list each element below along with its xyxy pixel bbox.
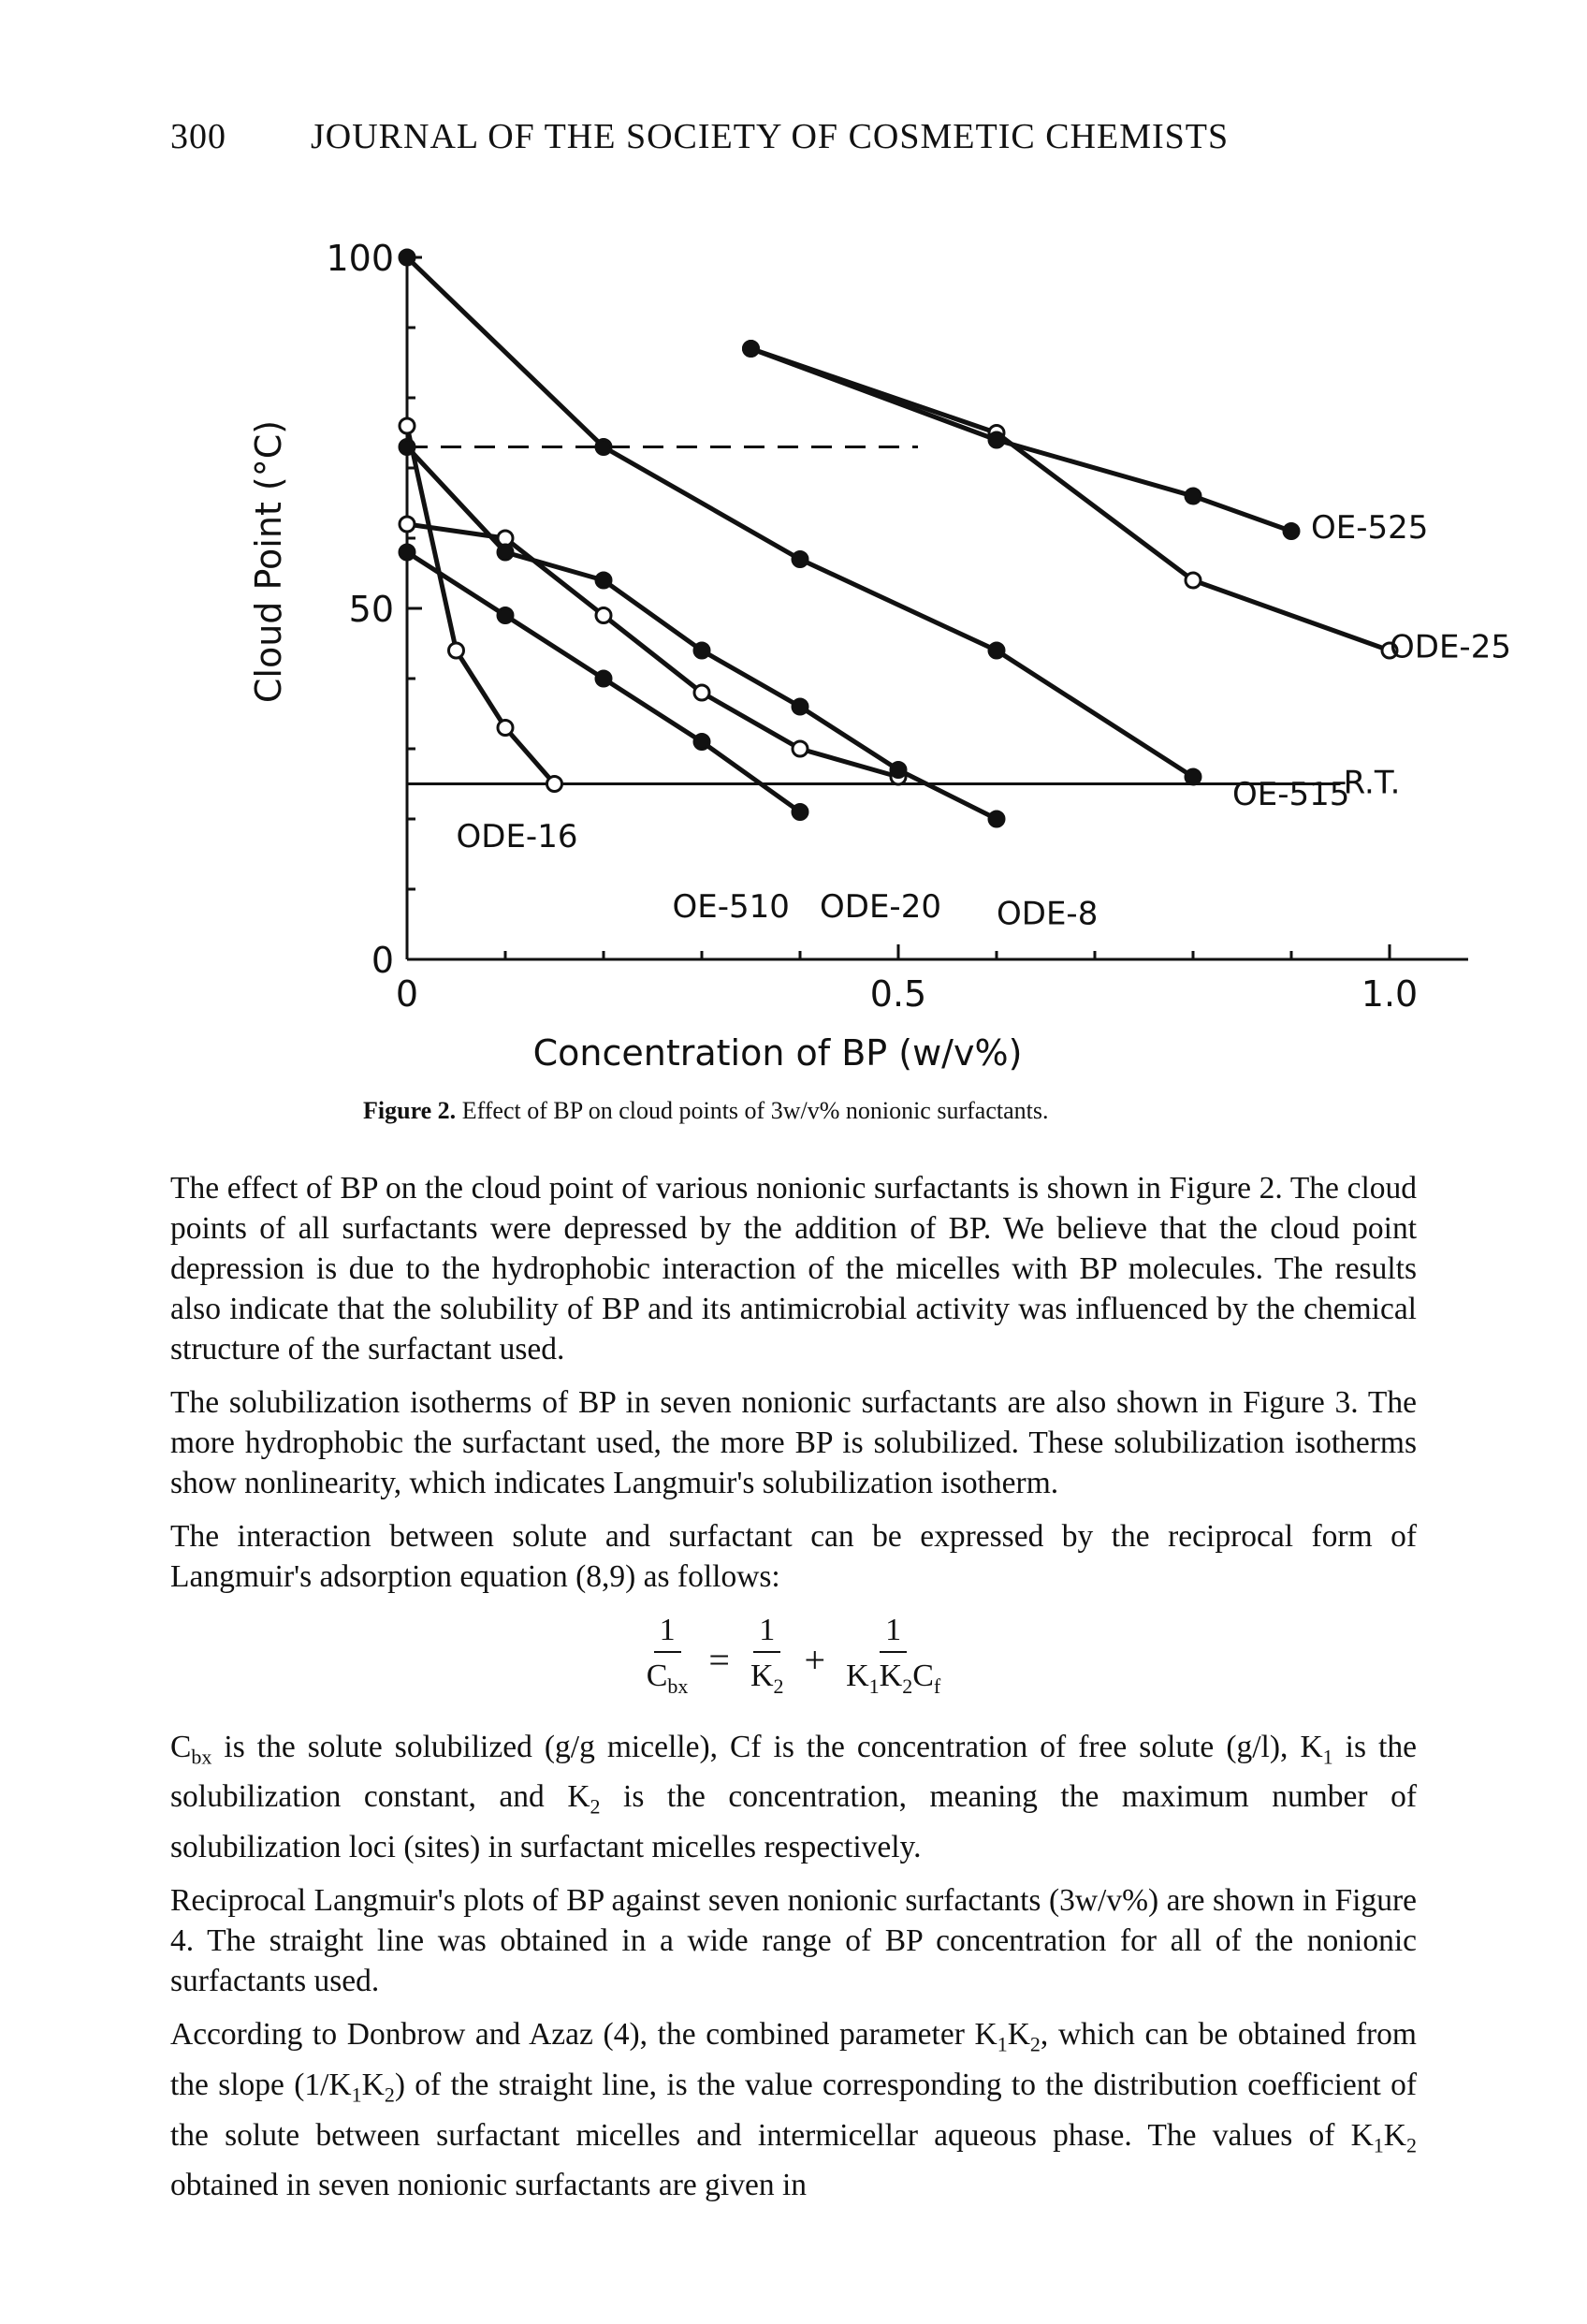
y-tick-label: 50 (348, 589, 394, 630)
data-point-ode-16 (547, 777, 562, 792)
data-point-oe-510 (793, 805, 808, 820)
series-label-oe-510: OE-510 (672, 888, 790, 926)
figure-caption-text: Effect of BP on cloud points of 3w/v% nonionic surfactants. (461, 1097, 1049, 1124)
data-point-oe-510 (498, 608, 513, 623)
data-point-ode-8 (793, 699, 808, 714)
cloud-point-chart (234, 215, 1511, 1086)
paragraph-3: The interaction between solute and surfactant can be expressed by the reciprocal form of Langmuir's adsorption equation (8,9) as follows: (170, 1519, 1417, 1594)
y-tick-label: 100 (326, 238, 394, 279)
journal-title: JOURNAL OF THE SOCIETY OF COSMETIC CHEMISTS (311, 117, 1230, 156)
chart-reference-lines (407, 447, 1400, 802)
x-axis-label: Concentration of BP (w/v%) (532, 1032, 1023, 1074)
numerator: 1 (654, 1610, 681, 1653)
data-point-ode-8 (596, 573, 611, 588)
x-tick-label: 0 (395, 973, 419, 1015)
series-line-ode-20 (407, 524, 898, 777)
numerator: 1 (880, 1610, 907, 1653)
fraction-3 (840, 1610, 946, 1710)
data-point-oe-515 (400, 250, 415, 265)
paragraph-1: The effect of BP on the cloud point of various nonionic surfactants is shown in Figure 2. The cloud points of all surfactants were depressed by the addition of BP. We believe that the cloud point depression is due to the hydrophobic interaction of the micelles with BP molecules. The results also indicate that the solubility of BP and its antimicrobial activity was influenced by the chemical structure of the surfactant used. (170, 1171, 1417, 1367)
page-number: 300 (170, 117, 226, 156)
fraction-1 (641, 1610, 694, 1710)
data-point-ode-16 (400, 418, 415, 433)
data-point-oe-525 (1186, 489, 1201, 504)
data-point-oe-525 (1284, 524, 1299, 539)
running-head (170, 116, 1387, 157)
data-point-oe-510 (400, 545, 415, 560)
data-point-ode-16 (498, 721, 513, 736)
plus-sign: + (804, 1638, 826, 1681)
y-tick-label: 0 (371, 940, 394, 981)
data-point-oe-515 (989, 643, 1004, 658)
denominator: $K_1K_2C_f$ (846, 1659, 941, 1698)
series-oe-515 (400, 250, 1349, 813)
data-point-ode-8 (694, 643, 709, 658)
data-point-oe-510 (596, 671, 611, 686)
data-point-ode-8 (400, 440, 415, 455)
figure-label: Figure 2. (363, 1097, 457, 1124)
series-label-oe-525: OE-525 (1311, 509, 1429, 547)
series-label-ode-25: ODE-25 (1390, 628, 1511, 666)
data-point-oe-525 (744, 342, 759, 357)
room-temperature-label: R.T. (1343, 764, 1401, 802)
data-point-ode-20 (400, 517, 415, 532)
fraction-2 (745, 1610, 790, 1710)
data-point-ode-20 (793, 741, 808, 756)
x-tick-label: 1.0 (1361, 973, 1419, 1015)
y-axis-label: Cloud Point (°C) (248, 419, 289, 704)
paragraph-6: According to Donbrow and Azaz (4), the combined parameter $K_1K_2$, which can be obtained from the slope $(1/K_1K_2)$ of the straight line, is the value corresponding to the distribution coefficient of the solute between surfactant micelles and intermicellar aqueous phase. The values of $K_1K_2$ obtained in seven nonionic surfactants are given in (170, 2017, 1417, 2203)
numerator: 1 (753, 1610, 780, 1653)
chart-series (400, 250, 1511, 933)
data-point-oe-515 (793, 552, 808, 567)
x-tick-label: 0.5 (869, 973, 927, 1015)
data-point-oe-515 (1186, 769, 1201, 784)
series-label-ode-8: ODE-8 (997, 895, 1099, 933)
data-point-oe-515 (596, 440, 611, 455)
data-point-ode-8 (989, 811, 1004, 826)
series-oe-510 (400, 545, 808, 926)
data-point-ode-20 (694, 685, 709, 700)
series-ode-16 (400, 418, 577, 855)
denominator: $C_{bx}$ (646, 1659, 689, 1698)
data-point-ode-25 (1186, 573, 1201, 588)
paragraph-4: $C_{bx}$ is the solute solubilized (g/g micelle), Cf is the concentration of free solute (g/l), $K_1$ is the solubilization constant, and $K_2$ is the concentration, meaning the maximum number of solubilization loci (sites) in surfactant micelles respectively. (170, 1729, 1417, 1865)
equals-sign: = (708, 1638, 730, 1681)
series-label-ode-20: ODE-20 (820, 888, 941, 926)
paragraph-2: The solubilization isotherms of BP in seven nonionic surfactants are also shown in Figure 3. The more hydrophobic the surfactant used, the more BP is solubilized. These solubilization isotherms show nonlinearity, which indicates Langmuir's solubilization isotherm. (170, 1385, 1417, 1500)
data-point-ode-16 (449, 643, 464, 658)
data-point-ode-8 (498, 545, 513, 560)
body-text (170, 1168, 1417, 2218)
series-line-ode-16 (407, 426, 555, 784)
data-point-ode-20 (596, 608, 611, 623)
langmuir-equation (170, 1610, 1417, 1710)
series-oe-525 (744, 342, 1429, 548)
figure-caption (363, 1097, 1299, 1125)
data-point-oe-510 (694, 735, 709, 750)
series-label-oe-515: OE-515 (1232, 776, 1350, 813)
data-point-oe-525 (989, 432, 1004, 447)
data-point-ode-8 (891, 763, 906, 778)
denominator: $K_2$ (750, 1659, 784, 1698)
series-label-ode-16: ODE-16 (456, 818, 578, 855)
series-line-ode-25 (751, 349, 1390, 651)
series-ode-8 (400, 440, 1098, 933)
paragraph-5: Reciprocal Langmuir's plots of BP against seven nonionic surfactants (3w/v%) are shown in Figure 4. The straight line was obtained in a wide range of BP concentration for all of the nonionic surfactants used. (170, 1883, 1417, 1999)
